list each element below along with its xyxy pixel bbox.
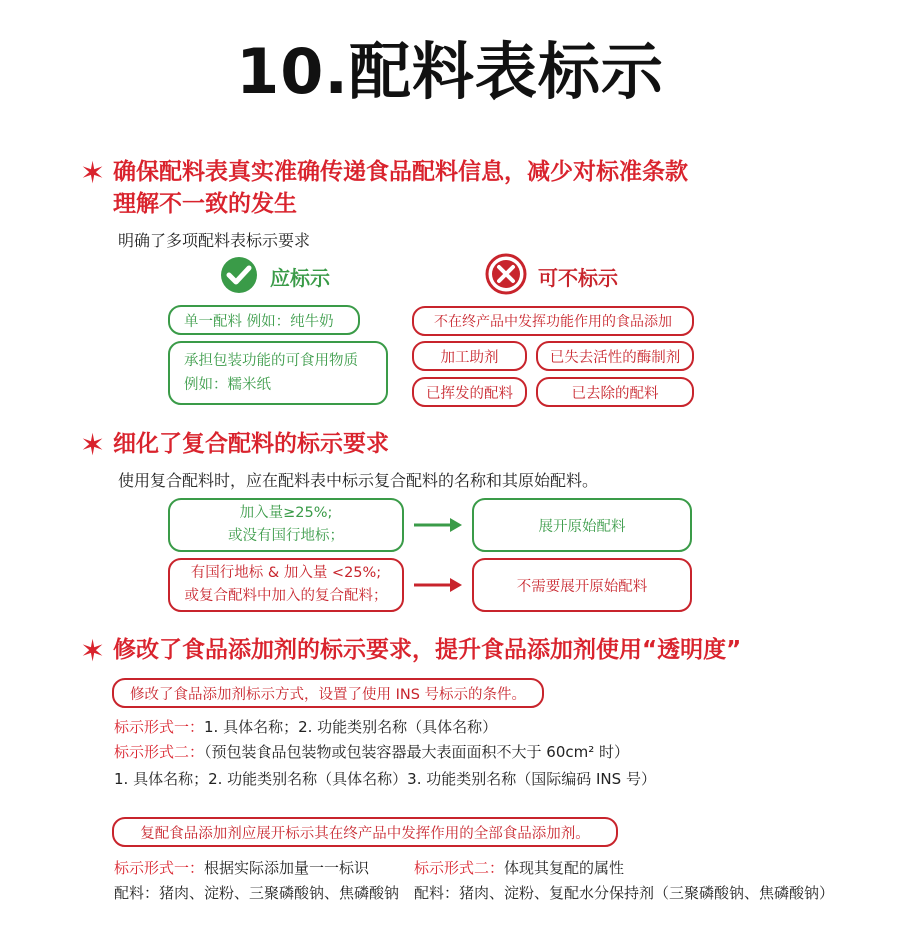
result-expand: 展开原始配料 [472,498,692,552]
left-form-line [114,857,369,878]
not-item-additive: 不在终产品中发挥功能作用的食品添加 [412,306,694,336]
form2-label: 标示形式二： [114,743,205,761]
not-item-removed: 已去除的配料 [536,377,694,407]
section3-heading: 修改了食品添加剂的标示要求，提升食品添加剂使用“透明度” [113,637,742,663]
cond1-line1: 加入量≥25%; [239,505,333,521]
check-circle-icon [220,256,258,294]
page-title: 10.配料表标示 [236,35,664,108]
cross-circle-icon [484,252,528,296]
section2-heading: 细化了复合配料的标示要求 [113,431,389,457]
cond2-line1: 有国行地标 & 加入量 <25%; [190,565,382,581]
not-item-volatile: 已挥发的配料 [412,377,527,407]
right-form-line [414,857,624,878]
section2-intro: 使用复合配料时，应在配料表中标示复合配料的名称和其原始配料。 [118,471,599,490]
not-item-enzyme: 已失去活性的酶制剂 [536,341,694,371]
right-ingredients: 配料：猪肉、淀粉、复配水分保持剂（三聚磷酸钠、焦磷酸钠） [414,884,835,902]
not-item-processing-aid: 加工助剂 [412,341,527,371]
arrow-right-green-icon [412,515,464,535]
cond1-line2: 或没有国行地标； [228,528,344,544]
should-item-packaging-line2: 例如：糯米纸 [184,377,271,393]
star-bullet-icon: ✶ [80,156,106,191]
additive-pill-1: 修改了食品添加剂标示方式，设置了使用 INS 号标示的条件。 [112,678,544,708]
form2-detail: 1. 具体名称；2. 功能类别名称（具体名称）3. 功能类别名称（国际编码 INS 号） [114,770,656,788]
arrow-right-red-icon [412,575,464,595]
result-no-expand: 不需要展开原始配料 [472,558,692,612]
cond2-line2: 或复合配料中加入的复合配料； [184,588,388,604]
left-ingredients: 配料：猪肉、淀粉、三聚磷酸钠、焦磷酸钠 [114,884,400,902]
should-item-packaging [168,341,388,405]
should-item-single: 单一配料 例如：纯牛奶 [168,305,360,335]
should-not-label-heading: 可不标示 [538,266,618,290]
compound-condition-expand [168,498,404,552]
form1-line [114,716,497,737]
star-bullet-icon: ✶ [80,428,106,463]
right-form-label: 标示形式二： [414,859,505,877]
form1-label: 标示形式一： [114,718,205,736]
form2-line [114,741,629,762]
section1-heading-line2: 理解不一致的发生 [113,191,297,217]
star-bullet-icon: ✶ [80,634,106,669]
additive-pill-2: 复配食品添加剂应展开标示其在终产品中发挥作用的全部食品添加剂。 [112,817,618,847]
compound-condition-no-expand [168,558,404,612]
form2-text: （预包装食品包装物或包装容器最大表面面积不大于 60cm² 时） [204,743,630,761]
section1-intro: 明确了多项配料表标示要求 [118,231,311,250]
should-item-packaging-line1: 承担包装功能的可食用物质 [184,353,358,369]
section1-heading-line1: 确保配料表真实准确传递食品配料信息，减少对标准条款 [113,159,688,185]
form1-text: 1. 具体名称；2. 功能类别名称（具体名称） [204,718,498,736]
should-label-heading: 应标示 [270,266,330,290]
right-form-text: 体现其复配的属性 [504,859,625,877]
left-form-label: 标示形式一： [114,859,205,877]
left-form-text: 根据实际添加量一一标识 [204,859,370,877]
